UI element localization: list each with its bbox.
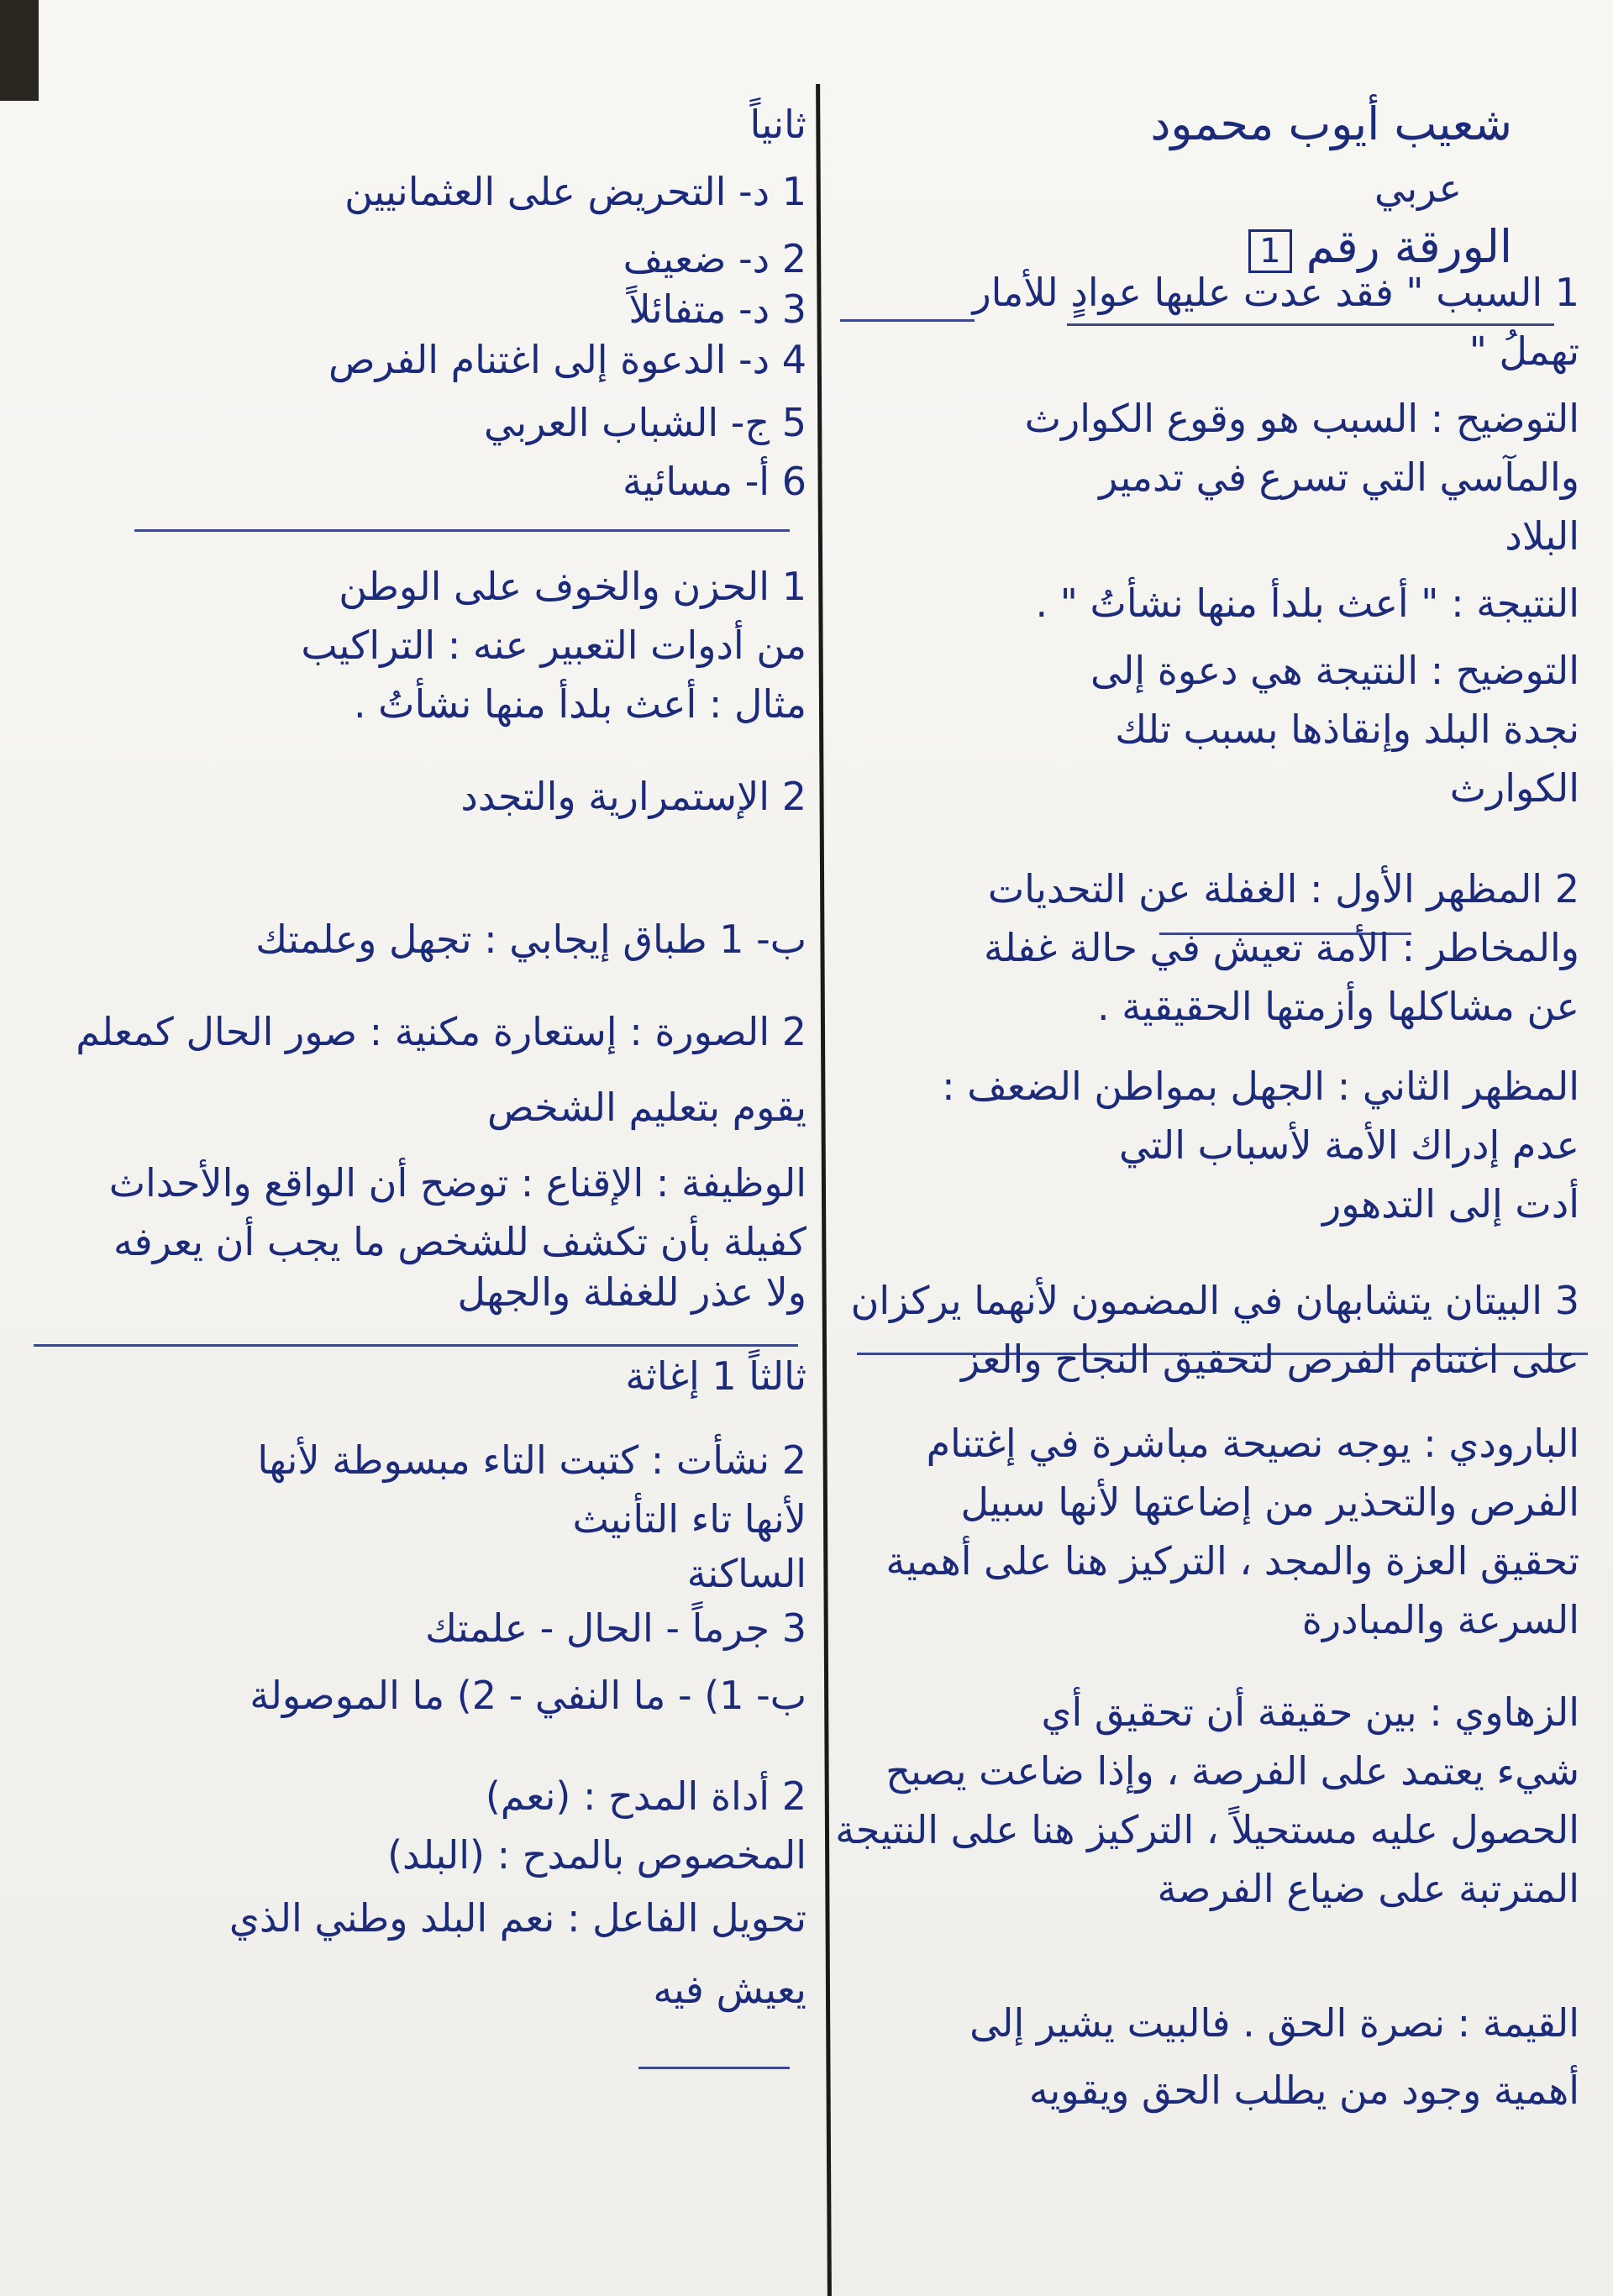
section-separator-4 [134, 529, 790, 532]
right_column-line: التوضيح : النتيجة هي دعوة إلى [1090, 648, 1579, 693]
right_column-line: المظهر الثاني : الجهل بمواطن الضعف : [942, 1064, 1579, 1109]
right_column-line: نجدة البلد وإنقاذها بسبب تلك [1115, 707, 1579, 752]
binder-corner [0, 0, 39, 101]
header-block [1008, 97, 1512, 273]
right_column-line: أدت إلى التدهور [1321, 1181, 1579, 1227]
left_column-line: 3 د- متفائلاً [628, 286, 806, 332]
right_column-line: شيء يعتمد على الفرصة ، وإذا ضاعت يصبح [885, 1748, 1579, 1794]
left_column-line: 2 نشأت : كتبت التاء مبسوطة لأنها [257, 1437, 806, 1483]
left_column-line: يعيش فيه [653, 1967, 806, 2012]
right_column-line: الحصول عليه مستحيلاً ، التركيز هنا على النتيجة [835, 1807, 1579, 1852]
right_column-line: المترتبة على ضياع الفرصة [1157, 1866, 1579, 1911]
subject-label: عربي [1374, 166, 1462, 211]
left_column-line: مثال : أعث بلدأ منها نشأتُ . [353, 681, 806, 727]
sheet-number: 1 [1248, 229, 1291, 273]
right_column-line: والمآسي التي تسرع في تدمير [1099, 454, 1579, 500]
sheet-label: الورقة رقم [1306, 220, 1512, 273]
right_column-line: أهمية وجود من يطلب الحق ويقويه [1028, 2067, 1579, 2113]
end-line [638, 2067, 790, 2069]
right_column-line: 1 السبب " فقد عدت عليها عوادٍ للأمار [972, 270, 1579, 315]
right_column-line: تهملُ " [1469, 328, 1579, 374]
left_column-line: لأنها تاء التأنيث [572, 1496, 806, 1542]
left_column-line: المخصوص بالمدح : (البلد) [387, 1832, 806, 1878]
left_column-line: تحويل الفاعل : نعم البلد وطني الذي [229, 1895, 806, 1941]
right_column-line: 3 البيتان يتشابهان في المضمون لأنهما يركزان [850, 1278, 1579, 1323]
left_column-line: ولا عذر للغفلة والجهل [457, 1269, 806, 1315]
right_column-line: التوضيح : السبب هو وقوع الكوارث [1024, 396, 1579, 441]
student-name: شعيب أيوب محمود [1150, 97, 1512, 150]
left_column-line: 2 أداة المدح : (نعم) [485, 1773, 806, 1819]
left_column-line: الوظيفة : الإقناع : توضح أن الواقع والأحداث [108, 1160, 806, 1206]
left_column-line: 2 الإستمرارية والتجدد [460, 774, 806, 819]
left_column-line: 2 الصورة : إستعارة مكنية : صور الحال كمعلم [76, 1009, 806, 1054]
right_column-line: عدم إدراك الأمة لأسباب التي [1118, 1122, 1579, 1168]
left_column-line: ب- 1 طباق إيجابي : تجهل وعلمتك [255, 917, 806, 962]
header-underline [1067, 323, 1554, 326]
right_column-line: البارودي : يوجه نصيحة مباشرة في إغتنام [926, 1421, 1579, 1466]
right_column-line: الكوارث [1449, 765, 1579, 811]
header-underline-short [840, 319, 975, 322]
left_column-line: ب- 1) - ما النفي - 2) ما الموصولة [250, 1673, 806, 1718]
right_column-line: الزهاوي : بين حقيقة أن تحقيق أي [1041, 1689, 1579, 1735]
right_column-line: البلاد [1505, 513, 1579, 559]
right_column-line: على اغتنام الفرص لتحقيق النجاح والعز [960, 1337, 1579, 1382]
left_column-line: ثانياً [749, 102, 806, 147]
right_column-line: عن مشاكلها وأزمتها الحقيقية . [1096, 984, 1579, 1029]
right_column-line: تحقيق العزة والمجد ، التركيز هنا على أهمية [885, 1538, 1579, 1584]
left_column-line: 1 الحزن والخوف على الوطن [339, 564, 806, 609]
left_column-line: 5 ج- الشباب العربي [484, 400, 806, 445]
left_column-line: 3 جرماً - الحال - علمتك [425, 1605, 806, 1651]
left_column-line: من أدوات التعبير عنه : التراكيب [301, 623, 806, 668]
section-separator-3 [34, 1344, 798, 1347]
right_column-line: القيمة : نصرة الحق . فالبيت يشير إلى [969, 2000, 1579, 2046]
left_column-line: كفيلة بأن تكشف للشخص ما يجب أن يعرفه [113, 1219, 806, 1264]
left_column-line: 2 د- ضعيف [623, 236, 806, 281]
right_column-line: الفرص والتحذير من إضاعتها لأنها سبيل [960, 1479, 1579, 1525]
right_column-line: 2 المظهر الأول : الغفلة عن التحديات [987, 866, 1579, 912]
sheet-title [1008, 220, 1512, 273]
left_column-line: 6 أ- مسائية [623, 459, 806, 504]
left_column-line: ثالثاً 1 إغاثة [625, 1353, 806, 1399]
left_column-line: 4 د- الدعوة إلى اغتنام الفرص [328, 337, 806, 382]
left_column-line: الساكنة [686, 1551, 806, 1596]
right_column-line: النتيجة : " أعث بلدأ منها نشأتُ " . [1035, 581, 1579, 626]
right_column-line: والمخاطر : الأمة تعيش في حالة غفلة [983, 925, 1579, 970]
left_column-line: 1 د- التحريض على العثمانيين [344, 169, 806, 214]
right_column-line: السرعة والمبادرة [1301, 1597, 1579, 1642]
left_column-line: يقوم بتعليم الشخص [486, 1085, 806, 1130]
